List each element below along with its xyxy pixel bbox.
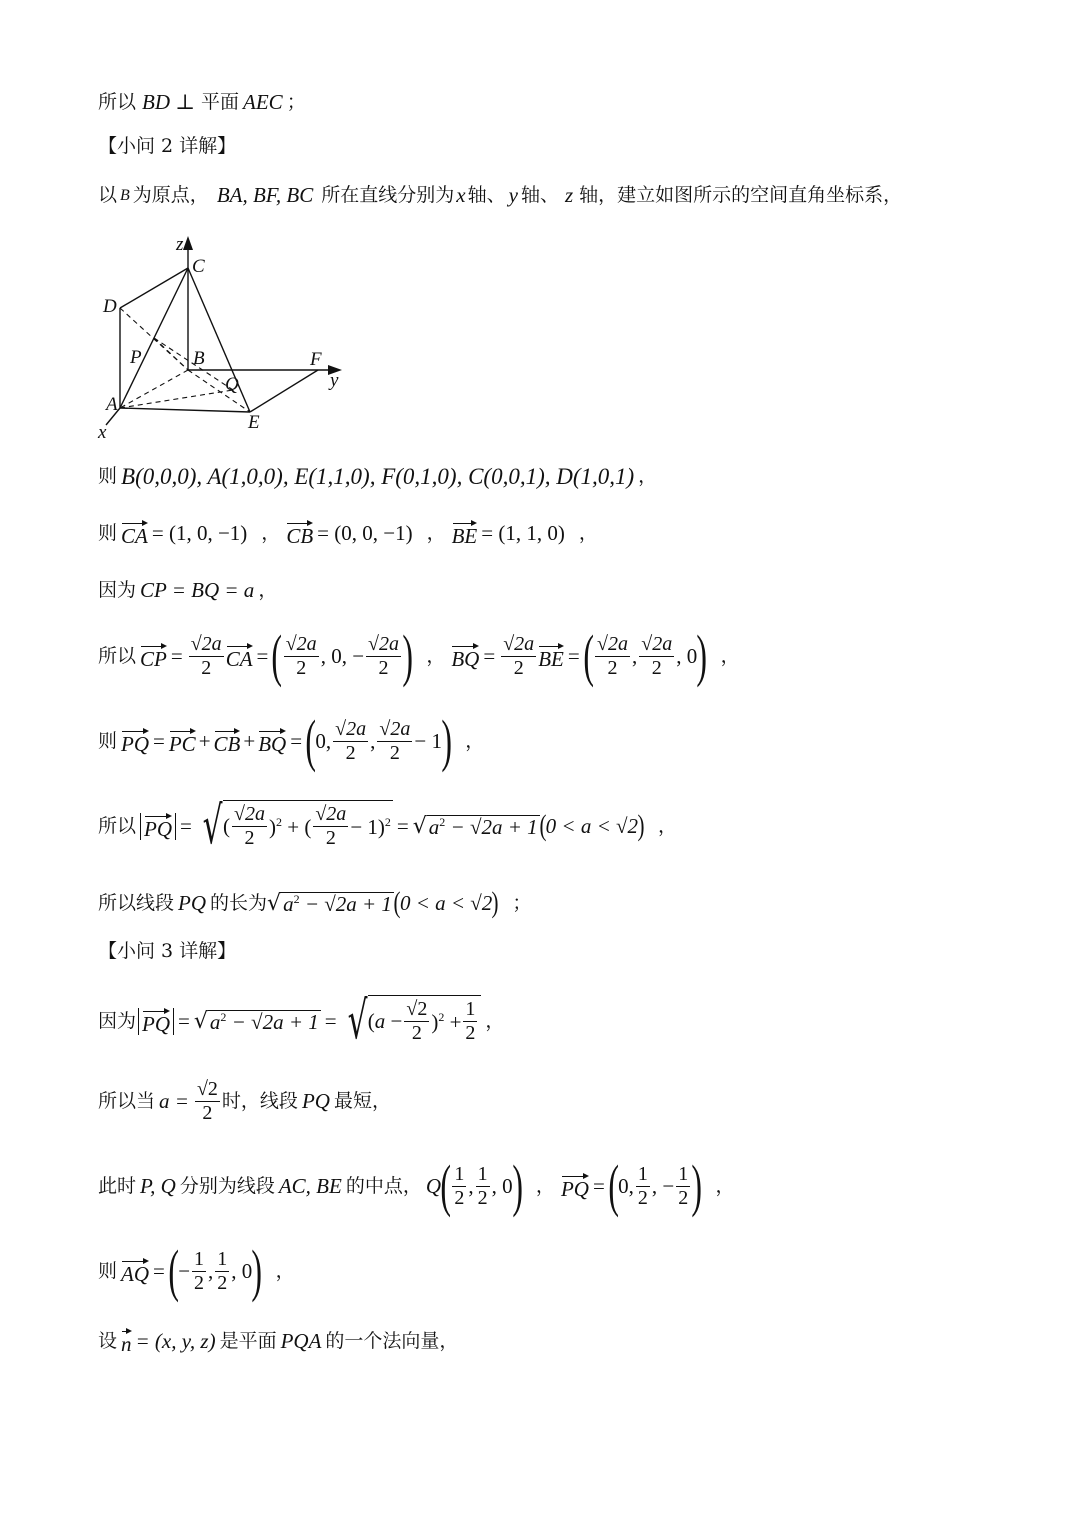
text: 则 [98, 1259, 118, 1282]
text: 轴，建立如图所示的空间直角坐标系， [579, 184, 903, 206]
fraction: $\frac{1}{2}$ [678, 1162, 689, 1209]
text: 因为 [98, 1009, 137, 1032]
text: 平面 [201, 91, 240, 113]
eq: = [592, 1173, 605, 1198]
math-expr: , [632, 643, 638, 668]
text-line-1 [98, 92, 306, 113]
text: 最短， [333, 1090, 391, 1112]
heading-part-2 [98, 137, 236, 156]
sqrt-expr: √ (a − $\frac{√2}{2}$ )$^2$ + $\frac{1}{2}$ [341, 995, 482, 1047]
paren: ( [539, 809, 547, 842]
math-expr: P, Q [140, 1173, 176, 1198]
vector-PQ: PQ [121, 728, 149, 755]
text-line-14: 此时 P, Q 分别为线段 AC, BE 的中点， Q ( $\frac{1}{2}$ , $\frac{1}{2}$ , 0 ) ， PQ = ( 0, $\frac{1}{2}$ , − $\frac{1}{2}$ ) ， [98, 1153, 735, 1218]
math-expr: = (x, y, z) [135, 1329, 216, 1353]
abs-PQ [140, 813, 176, 840]
math-expr: 0 < a < √2 [545, 813, 639, 838]
text: ， [261, 522, 281, 544]
vector-PQ: PQ [142, 1008, 170, 1035]
text: ， [275, 1259, 295, 1282]
text-line-13 [98, 1078, 391, 1125]
text: ， [485, 1009, 505, 1032]
paren: ) [696, 623, 708, 688]
math-expr: AEC [243, 90, 283, 114]
z-arrow [183, 236, 193, 250]
paren: ) [251, 1238, 263, 1303]
math-expr: , 0, − [320, 643, 365, 668]
plus: + [243, 728, 256, 753]
math-expr: CP = BQ = a [140, 578, 255, 602]
text: 所以线段 [98, 891, 175, 914]
text: 轴、 [467, 184, 506, 206]
text: ； [286, 91, 306, 113]
paren: ( [608, 1153, 619, 1218]
eq: = [170, 643, 183, 668]
eq: = [256, 643, 269, 668]
math-expr: B(0,0,0), A(1,0,0), E(1,1,0), F(0,1,0), C(0,0,1), D(1,0,1) [121, 464, 635, 489]
math-expr: − 1 [414, 728, 442, 753]
vector-BE: BE [538, 643, 564, 670]
text-line-7 [98, 623, 740, 688]
paren: ) [491, 886, 499, 919]
label-A: A [106, 394, 118, 415]
text: 以 [98, 184, 118, 206]
math-expr: = (0, 0, −1) [317, 521, 413, 545]
math-expr: = (1, 0, −1) [151, 521, 248, 545]
math-expr: , [370, 728, 376, 753]
edge-CA [120, 268, 188, 408]
paren: ( [305, 708, 317, 773]
eq: = [153, 1258, 165, 1283]
heading-part-3 [98, 942, 236, 961]
text: 所以当 [98, 1090, 156, 1112]
label-E: E [248, 412, 260, 433]
fraction: $\frac{1}{2}$ [637, 1162, 648, 1209]
vector-CP: CP [140, 643, 167, 670]
text: ， [720, 644, 740, 667]
eq: = [153, 728, 165, 753]
text: ， [535, 1174, 555, 1197]
math-expr: = (1, 1, 0) [481, 521, 565, 545]
fraction: $\frac{√2a}{2}$ [597, 632, 628, 679]
dash-PB [154, 338, 188, 370]
label-y: y [330, 370, 339, 391]
text: ； [512, 891, 532, 914]
edge-EF [250, 370, 318, 412]
paren: ( [271, 623, 283, 688]
math-expr: AC, BE [278, 1173, 342, 1198]
eq: = [178, 1008, 190, 1033]
math-expr: z [564, 183, 574, 207]
math-expr: PQ [301, 1089, 330, 1113]
text-line-5 [98, 520, 598, 547]
text: ， [426, 522, 446, 544]
eq: = [396, 813, 409, 838]
vector-CA: CA [121, 520, 148, 547]
math-expr: Q [425, 1173, 442, 1198]
eq: = [180, 813, 192, 838]
eq: = [567, 643, 580, 668]
sqrt-expr: √ $a^2 - √2a + 1$ [193, 1008, 319, 1034]
text: 的一个法向量， [325, 1330, 459, 1352]
label-D: D [103, 296, 117, 317]
fraction: $\frac{√2a}{2}$ [285, 632, 317, 679]
fraction: $\frac{√2}{2}$ [196, 1078, 218, 1124]
heading-text: 【小问 3 详解】 [98, 940, 237, 962]
label-P: P [130, 347, 142, 368]
text: 因为 [98, 579, 137, 601]
heading-text: 【小问 2 详解】 [98, 135, 237, 157]
text: 设 [98, 1330, 118, 1352]
text: ， [258, 579, 278, 601]
paren: ) [402, 623, 413, 688]
fraction: $\frac{1}{2}$ [194, 1247, 205, 1294]
dash-BA [120, 370, 188, 408]
text: ， [638, 465, 658, 487]
sqrt-expr: √ ( $\frac{√2a}{2}$ )$^2$ + ( $\frac{√2a}{2}$ − 1)$^2$ [202, 796, 391, 856]
text: 所以 [98, 644, 137, 667]
fraction: $\frac{1}{2}$ [454, 1162, 465, 1209]
plus: + [198, 728, 211, 753]
paren: ( [168, 1238, 179, 1303]
coordinate-figure [90, 230, 370, 445]
paren: ( [440, 1153, 451, 1218]
math-expr: y [508, 183, 518, 207]
label-C: C [192, 256, 205, 277]
text: ， [426, 644, 446, 667]
math-expr: PQ [178, 890, 207, 915]
text-line-12 [98, 991, 505, 1051]
text-line-10 [98, 888, 531, 918]
paren: ( [393, 886, 401, 919]
vector-CB: CB [214, 728, 241, 755]
paren: ) [511, 1153, 523, 1218]
text-line-4 [98, 465, 657, 488]
vector-CA: CA [226, 643, 253, 670]
paren: ) [637, 809, 645, 842]
text: 是平面 [219, 1330, 277, 1352]
math-expr: BD ⊥ [142, 90, 196, 114]
text-line-15: 则 AQ = ( − $\frac{1}{2}$ , $\frac{1}{2}$ , 0 ) ， [98, 1238, 295, 1303]
text: ， [578, 522, 598, 544]
vector-BQ: BQ [451, 643, 479, 670]
paren: ( [583, 623, 594, 688]
math-expr: PQA [280, 1329, 322, 1353]
text: 所以 [98, 814, 137, 837]
math-expr: x [456, 183, 466, 207]
edge-AE [120, 408, 250, 412]
text: ， [465, 729, 485, 752]
math-expr: BA, BF, BC [216, 183, 314, 207]
label-z: z [176, 234, 184, 255]
text: 则 [98, 522, 118, 544]
text: 分别为线段 [179, 1174, 275, 1197]
sqrt-expr: √ $a^2 - √2a + 1$ [267, 890, 392, 916]
text: 的长为 [210, 891, 268, 914]
fraction: $\frac{1}{2}$ [217, 1247, 228, 1294]
text-line-16 [98, 1328, 458, 1355]
label-Q: Q [225, 374, 239, 395]
text: 所以 [98, 91, 137, 113]
eq: = [324, 1008, 337, 1033]
text: 则 [98, 465, 118, 487]
abs-PQ [138, 1008, 174, 1035]
text: 轴、 [520, 184, 559, 206]
vector-n: n [121, 1328, 132, 1355]
vector-PQ: PQ [561, 1173, 589, 1200]
eq: = [290, 728, 303, 753]
paren: ) [441, 708, 452, 773]
text: ， [658, 814, 678, 837]
text-line-8 [98, 708, 485, 773]
text: ， [715, 1174, 735, 1197]
paren: ) [691, 1153, 703, 1218]
text: 此时 [98, 1174, 137, 1197]
fraction: $\frac{√2a}{2}$ [379, 717, 411, 764]
label-F: F [310, 349, 322, 370]
vector-PQ: PQ [144, 813, 172, 840]
fraction: $\frac{√2a}{2}$ [190, 632, 222, 679]
text-line-9 [98, 796, 678, 856]
eq: = [483, 643, 496, 668]
vector-BQ: BQ [258, 728, 286, 755]
text: 的中点， [345, 1174, 422, 1197]
fraction: $\frac{√2a}{2}$ [503, 632, 535, 679]
text: 为原点， [132, 184, 209, 206]
fraction: $\frac{√2a}{2}$ [368, 632, 400, 679]
label-x: x [98, 422, 107, 443]
math-expr: , 0 [676, 643, 698, 668]
fraction: $\frac{√2a}{2}$ [641, 632, 673, 679]
text-line-6 [98, 580, 277, 601]
fraction: $\frac{1}{2}$ [477, 1162, 488, 1209]
math-expr: 0, [315, 728, 332, 753]
label-B: B [193, 348, 205, 369]
vector-PC: PC [169, 728, 196, 755]
text: 则 [98, 729, 118, 752]
vector-CB: CB [286, 520, 313, 547]
math-expr: B [120, 186, 130, 204]
text-line-3 [98, 185, 902, 206]
math-expr: a = [159, 1089, 189, 1113]
vector-BE: BE [452, 520, 478, 547]
sqrt-expr: √ $a^2 - √2a + 1$ [412, 813, 538, 839]
math-expr: 0 < a < √2 [399, 890, 493, 915]
text: 所在直线分别为 [321, 184, 455, 206]
vector-AQ: AQ [121, 1258, 149, 1285]
text: 时，线段 [221, 1090, 298, 1112]
fraction: $\frac{√2a}{2}$ [335, 717, 367, 764]
